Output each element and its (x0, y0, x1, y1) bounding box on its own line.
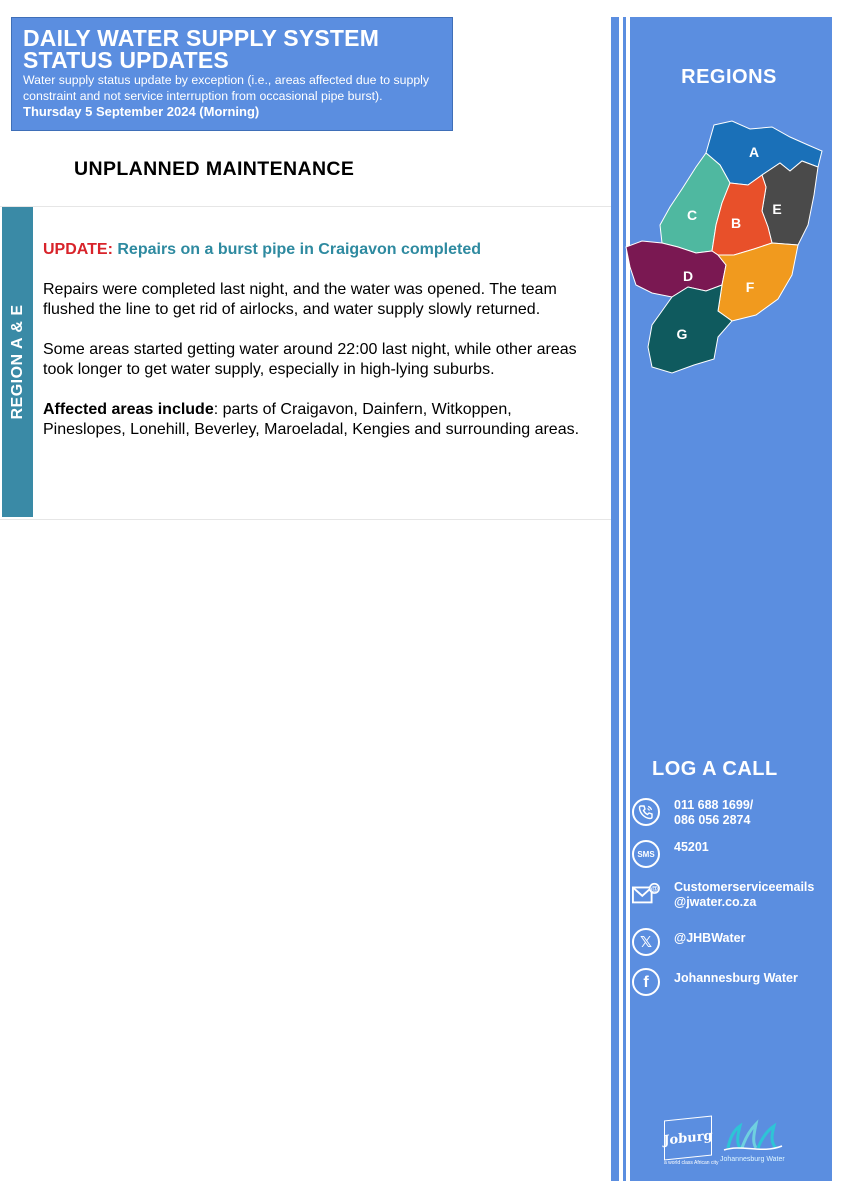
region-panel (0, 206, 612, 520)
x-icon: 𝕏 (632, 928, 660, 956)
email-icon (632, 880, 660, 908)
sms-number: 45201 (674, 840, 709, 854)
contact-phone-text (674, 798, 753, 828)
sidebar-stripe (611, 17, 619, 1181)
log-a-call-title: LOG A CALL (652, 758, 778, 780)
logos (664, 1118, 788, 1170)
page-title-line2: STATUS UPDATES (23, 47, 229, 73)
johannesburg-water-logo-mark (722, 1118, 784, 1154)
update-tag: UPDATE: (43, 241, 113, 258)
affected-text: : parts of Craigavon, Dainfern, Witkoppen, Pineslopes, Lonehill, Beverley, Maroeladal, Kengies and surrounding areas. (43, 401, 580, 438)
map-label-b: B (730, 215, 742, 231)
header-subtitle-text: Water supply status update by exception (i.e., areas affected due to supply constraint and not service interruption from occasional pipe burst). (23, 73, 430, 103)
map-label-f: F (745, 279, 755, 295)
page-title-line1: DAILY WATER SUPPLY SYSTEM (23, 25, 380, 51)
map-region-f (718, 243, 798, 321)
facebook-icon: f (632, 968, 660, 996)
update-paragraph-1: Repairs were completed last night, and the water was opened. The team flushed the line to get rid of airlocks, and water supply slowly returned. (43, 281, 557, 318)
affected-areas (43, 400, 588, 440)
region-tab (2, 207, 33, 517)
map-label-a: A (748, 144, 760, 160)
email-line-2: @jwater.co.za (674, 895, 757, 909)
map-region-e (762, 161, 818, 245)
email-line-1: Customerserviceemails (674, 880, 815, 894)
facebook-handle: Johannesburg Water (674, 971, 798, 985)
regions-map (622, 115, 828, 377)
header-subtitle (23, 72, 444, 120)
sms-icon: SMS (632, 840, 660, 868)
joburg-logo: Joburg (664, 1115, 712, 1160)
svg-text:@: @ (650, 884, 659, 894)
joburg-tagline: a world class African city (664, 1160, 719, 1166)
x-handle: @JHBWater (674, 931, 746, 945)
phone-number-2: 086 056 2874 (674, 813, 751, 827)
map-label-e: E (772, 201, 782, 217)
phone-number-1: 011 688 1699/ (674, 798, 754, 812)
map-label-g: G (676, 326, 688, 342)
update-heading (43, 240, 588, 260)
map-label-c: C (686, 207, 698, 223)
header-banner (11, 17, 453, 131)
header-date: Thursday 5 September 2024 (Morning) (23, 104, 260, 119)
johannesburg-water-logo-text: Johannesburg Water (720, 1156, 785, 1163)
region-content (43, 240, 588, 460)
phone-icon (632, 798, 660, 826)
regions-title: REGIONS (681, 66, 777, 88)
update-paragraph-2: Some areas started getting water around 22:00 last night, while other areas took longer to get water supply, especially in high-lying suburbs. (43, 341, 577, 378)
update-title: Repairs on a burst pipe in Craigavon completed (117, 241, 481, 258)
section-heading: UNPLANNED MAINTENANCE (74, 158, 355, 180)
map-label-d: D (682, 268, 694, 284)
contact-email-text (674, 880, 814, 910)
map-region-g (648, 285, 732, 373)
affected-label: Affected areas include (43, 401, 214, 418)
region-tab-label: REGION A & E (8, 304, 26, 420)
